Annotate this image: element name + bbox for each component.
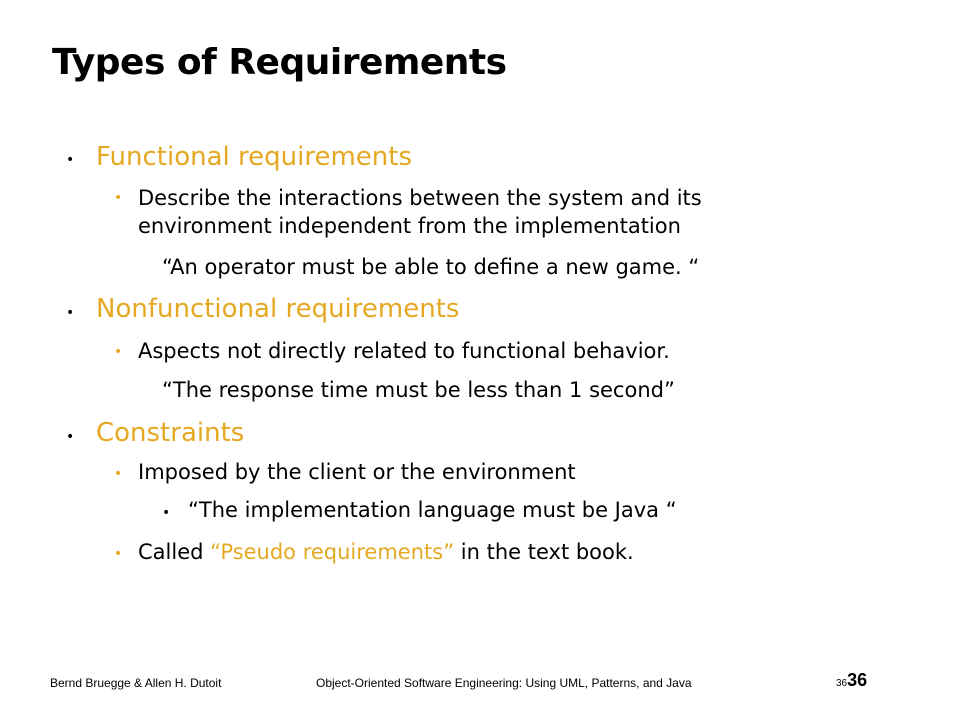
constraints-heading: Constraints	[96, 418, 245, 448]
functional-desc-line1: Describe the interactions between the system and its	[138, 186, 702, 210]
page-number	[836, 670, 867, 691]
slide-title: Types of Requirements	[52, 42, 507, 83]
bullet-icon: •	[114, 546, 123, 562]
bullet-icon: •	[162, 505, 171, 521]
bullet-icon: •	[66, 429, 75, 445]
nonfunctional-heading: Nonfunctional requirements	[96, 294, 460, 324]
constraints-item2-before: Called	[138, 540, 211, 564]
nonfunctional-desc: Aspects not directly related to functional behavior.	[138, 339, 670, 363]
functional-example: “An operator must be able to define a new game. “	[162, 255, 700, 279]
bullet-icon: •	[114, 190, 123, 206]
bullet-icon: •	[114, 466, 123, 482]
page-number-large: 36	[847, 670, 868, 690]
constraints-item1: Imposed by the client or the environment	[138, 460, 576, 484]
constraints-item2-after: in the text book.	[454, 540, 634, 564]
footer-authors: Bernd Bruegge & Allen H. Dutoit	[50, 676, 222, 690]
bullet-icon: •	[66, 152, 75, 168]
functional-desc-line2: environment independent from the implementation	[138, 214, 681, 238]
bullet-icon: •	[66, 305, 75, 321]
bullet-icon: •	[114, 344, 123, 360]
constraints-item2-accent: “Pseudo requirements”	[210, 540, 455, 564]
constraints-item2	[138, 538, 634, 566]
functional-heading: Functional requirements	[96, 142, 412, 172]
nonfunctional-example: “The response time must be less than 1 second”	[162, 378, 675, 402]
footer-book-title: Object-Oriented Software Engineering: Using UML, Patterns, and Java	[316, 676, 692, 690]
constraints-item1-example: “The implementation language must be Java “	[188, 498, 677, 522]
page-number-small: 36	[836, 678, 848, 689]
